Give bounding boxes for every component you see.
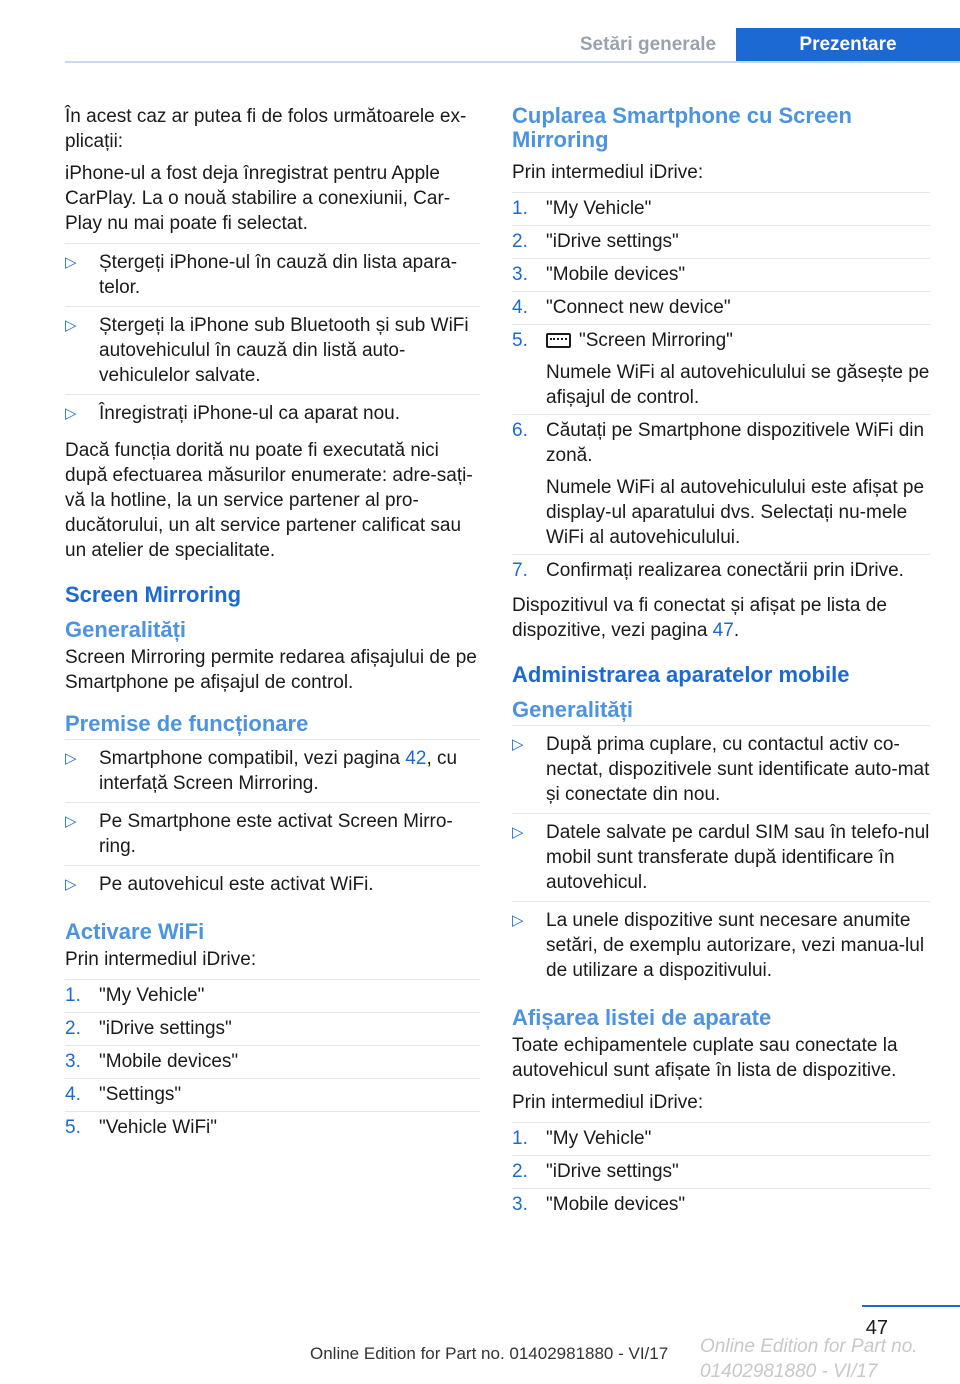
left-column [65, 104, 480, 1144]
triangle-bullet-icon: ▷ [512, 912, 524, 929]
list-item: 3. "Mobile devices" [512, 258, 930, 291]
screen-mirroring-heading: Screen Mirroring [65, 582, 242, 607]
general-heading: Generalități [65, 617, 187, 642]
coupling-result: Dispozitivul va fi conectat și afișat pe lista de dispozitive, vezi pagina 47. [512, 595, 887, 641]
page-header [0, 28, 960, 61]
device-list-steps [512, 1122, 930, 1221]
hotline-paragraph: Dacă funcția dorită nu poate fi executată nici după efectuarea măsurilor enumerate: adre‐sați-vă la hotline, la un service partener al pro‐ducătorului, un alt service partener calificat sau un atelier de specialitate. [65, 440, 473, 561]
list-item: ▷ Înregistrați iPhone-ul ca aparat nou. [65, 394, 480, 432]
triangle-bullet-icon: ▷ [65, 317, 77, 334]
list-item: 7. Confirmați realizarea conectării prin iDrive. [512, 554, 930, 587]
screen-mirroring-icon [546, 333, 571, 348]
list-item: ▷ Datele salvate pe cardul SIM sau în telefo‐nul mobil sunt transferate după identificare în autovehicul. [512, 813, 930, 901]
header-section-tab[interactable]: Setări generale [579, 34, 717, 55]
general-text: Screen Mirroring permite redarea afișajului de pe Smartphone pe afișajul de control. [65, 647, 477, 693]
wifi-activation-heading: Activare WiFi [65, 919, 205, 944]
coupling-heading: Cuplarea Smartphone cu Screen Mirroring [512, 103, 852, 152]
step-note: Numele WiFi al autovehiculului se găsește pe afișajul de control. [546, 362, 930, 408]
list-item: ▷ Pe Smartphone este activat Screen Mirro‐ring. [65, 802, 480, 865]
watermark: Online Edition for Part no. 01402981880 - VI/17 [700, 1336, 918, 1382]
footer-divider [862, 1305, 960, 1307]
list-item: 1. "My Vehicle" [65, 979, 480, 1012]
triangle-bullet-icon: ▷ [512, 736, 524, 753]
step-note: Numele WiFi al autovehiculului este afișat pe display-ul aparatului dvs. Selectați nu‐mele WiFi al autovehiculului. [546, 477, 925, 548]
list-item: 2. "iDrive settings" [512, 1155, 930, 1188]
admin-heading: Administrarea aparatelor mobile [512, 662, 850, 687]
list-item: 4. "Settings" [65, 1078, 480, 1111]
triangle-bullet-icon: ▷ [65, 405, 77, 422]
triangle-bullet-icon: ▷ [65, 813, 77, 830]
triangle-bullet-icon: ▷ [65, 750, 77, 767]
list-item: ▷ Ștergeți iPhone-ul în cauză din lista apara‐telor. [65, 243, 480, 306]
wifi-steps [65, 979, 480, 1144]
right-column [512, 104, 930, 1221]
list-item: ▷ Ștergeți la iPhone sub Bluetooth și sub WiFi autovehiculul în cauză din listă auto‐vehiculelor salvate. [65, 306, 480, 394]
list-item: ▷ Smartphone compatibil, vezi pagina 42, cu interfață Screen Mirroring. [65, 739, 480, 802]
list-item: 5. "Screen Mirroring" Numele WiFi al autovehiculului se găsește pe afișajul de control. [512, 324, 930, 414]
page-number: 47 [865, 1317, 888, 1339]
edition-note: Online Edition for Part no. 01402981880 - VI/17 [310, 1344, 669, 1363]
triangle-bullet-icon: ▷ [65, 876, 77, 893]
header-divider [65, 61, 960, 63]
list-item: 5. "Vehicle WiFi" [65, 1111, 480, 1144]
list-item: 1. "My Vehicle" [512, 1122, 930, 1155]
triangle-bullet-icon: ▷ [65, 254, 77, 271]
list-item: ▷ Pe autovehicul este activat WiFi. [65, 865, 480, 903]
page-link[interactable]: 42 [405, 748, 427, 769]
list-item: ▷ La unele dispozitive sunt necesare anumite setări, de exemplu autorizare, vezi manua‐lul de utilizare a dispozitivului. [512, 901, 930, 989]
admin-general-heading: Generalități [512, 697, 634, 722]
list-item: 4. "Connect new device" [512, 291, 930, 324]
list-item: 6. Căutați pe Smartphone dispozitivele WiFi din zonă. Numele WiFi al autovehiculului este afișat pe display-ul aparatului dvs. Selectați nu‐mele WiFi al autovehiculului. [512, 414, 930, 554]
intro-paragraph-2: iPhone-ul a fost deja înregistrat pentru Apple CarPlay. La o nouă stabilire a conexiunii, Car‐Play nu mai poate fi selectat. [65, 163, 451, 234]
intro-paragraph-1: În acest caz ar putea fi de folos următoarele ex‐plicații: [65, 106, 467, 152]
triangle-bullet-icon: ▷ [512, 824, 524, 841]
list-item: 3. "Mobile devices" [65, 1045, 480, 1078]
header-chapter-tab[interactable]: Prezentare [736, 28, 960, 61]
device-list-intro: Prin intermediul iDrive: [512, 1092, 704, 1113]
device-list-heading: Afișarea listei de aparate [512, 1005, 772, 1030]
device-list-text: Toate echipamentele cuplate sau conectate la autovehicul sunt afișate în lista de dispozitive. [512, 1035, 898, 1081]
admin-list [512, 725, 930, 989]
coupling-intro: Prin intermediul iDrive: [512, 162, 704, 183]
list-item: 2. "iDrive settings" [512, 225, 930, 258]
prerequisites-list [65, 739, 480, 903]
page-link[interactable]: 47 [712, 620, 734, 641]
list-item: 2. "iDrive settings" [65, 1012, 480, 1045]
wifi-intro: Prin intermediul iDrive: [65, 949, 257, 970]
coupling-steps [512, 192, 930, 587]
list-item: ▷ După prima cuplare, cu contactul activ co‐nectat, dispozitivele sunt identificate auto‐mat și conectate din nou. [512, 725, 930, 813]
list-item: 1. "My Vehicle" [512, 192, 930, 225]
list-item: 3. "Mobile devices" [512, 1188, 930, 1221]
prerequisites-heading: Premise de funcționare [65, 711, 309, 736]
troubleshoot-list [65, 243, 480, 432]
